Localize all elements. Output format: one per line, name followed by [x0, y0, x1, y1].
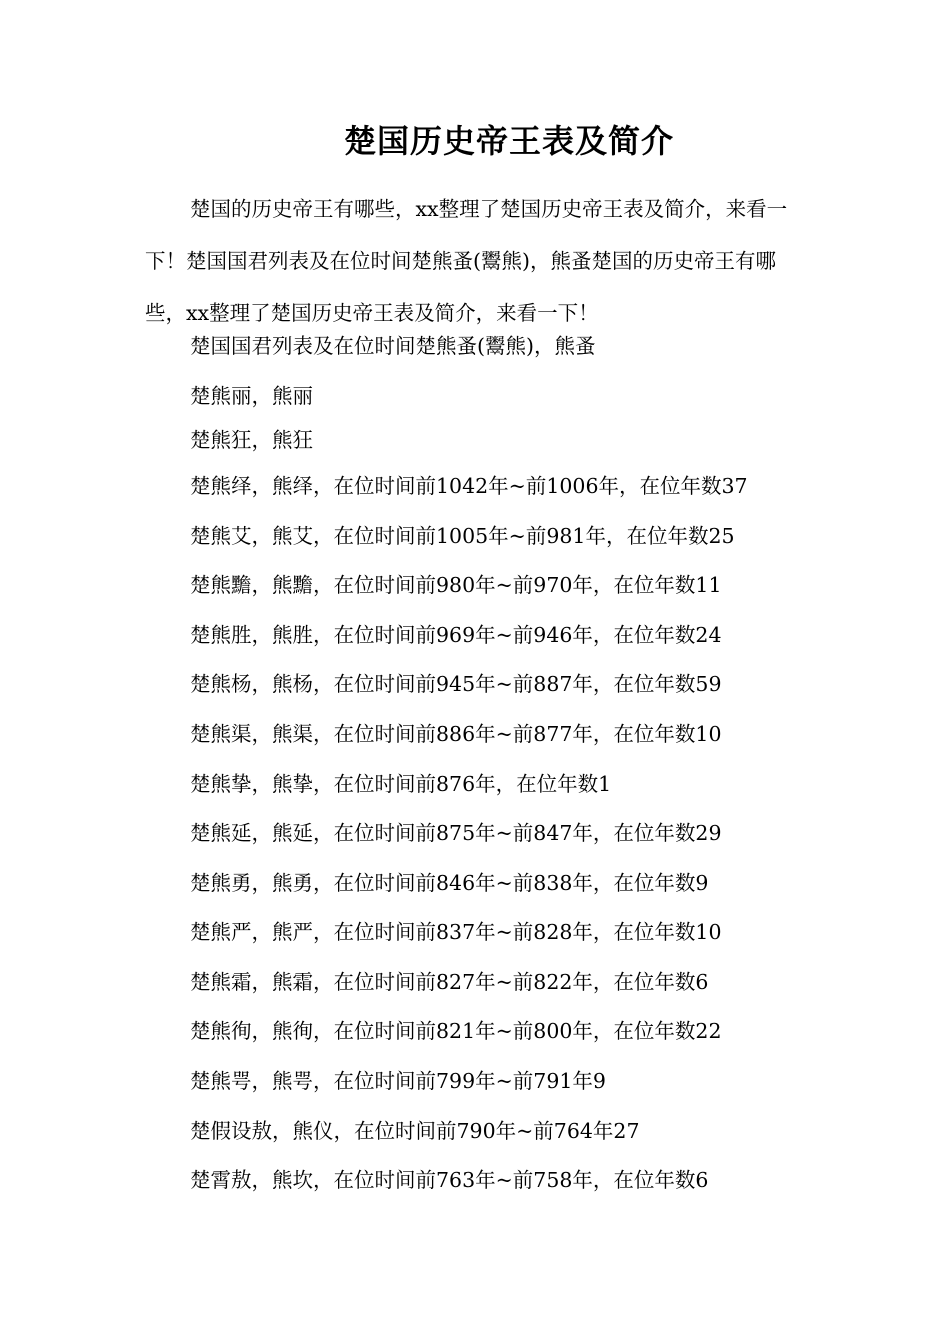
list-line: 楚国国君列表及在位时间楚熊蚤(鬻熊)，熊蚤	[190, 334, 596, 358]
list-line: 楚假设敖，熊仪，在位时间前790年~前764年27	[190, 1119, 640, 1143]
list-line: 楚熊丽，熊丽	[190, 384, 313, 408]
list-line: 楚熊渠，熊渠，在位时间前886年~前877年，在位年数10	[190, 722, 722, 746]
intro-paragraph: 楚国的历史帝王有哪些，xx整理了楚国历史帝王表及简介，来看一下！楚国国君列表及在位时间楚熊蚤(鬻熊)，熊蚤楚国的历史帝王有哪些，xx整理了楚国历史帝王表及简介，来看一下！	[145, 197, 788, 325]
list-line: 楚熊勇，熊勇，在位时间前846年~前838年，在位年数9	[190, 871, 709, 895]
list-line: 楚熊咢，熊咢，在位时间前799年~前791年9	[190, 1069, 606, 1093]
list-line: 楚熊胜，熊胜，在位时间前969年~前946年，在位年数24	[190, 623, 722, 647]
list-line: 楚熊黵，熊黵，在位时间前980年~前970年，在位年数11	[190, 573, 722, 597]
list-line: 楚熊延，熊延，在位时间前875年~前847年，在位年数29	[190, 821, 722, 845]
list-line: 楚熊艾，熊艾，在位时间前1005年~前981年，在位年数25	[190, 524, 735, 548]
list-line: 楚熊徇，熊徇，在位时间前821年~前800年，在位年数22	[190, 1019, 722, 1043]
list-line: 楚熊绎，熊绎，在位时间前1042年~前1006年，在位年数37	[190, 474, 748, 498]
list-line: 楚熊严，熊严，在位时间前837年~前828年，在位年数10	[190, 920, 722, 944]
list-line: 楚熊挚，熊挚，在位时间前876年，在位年数1	[190, 772, 612, 796]
list-line: 楚熊杨，熊杨，在位时间前945年~前887年，在位年数59	[190, 672, 722, 696]
list-line: 楚霄敖，熊坎，在位时间前763年~前758年，在位年数6	[190, 1168, 709, 1192]
list-line: 楚熊霜，熊霜，在位时间前827年~前822年，在位年数6	[190, 970, 709, 994]
document-title: 楚国历史帝王表及简介	[343, 122, 674, 160]
list-line: 楚熊狂，熊狂	[190, 428, 313, 452]
